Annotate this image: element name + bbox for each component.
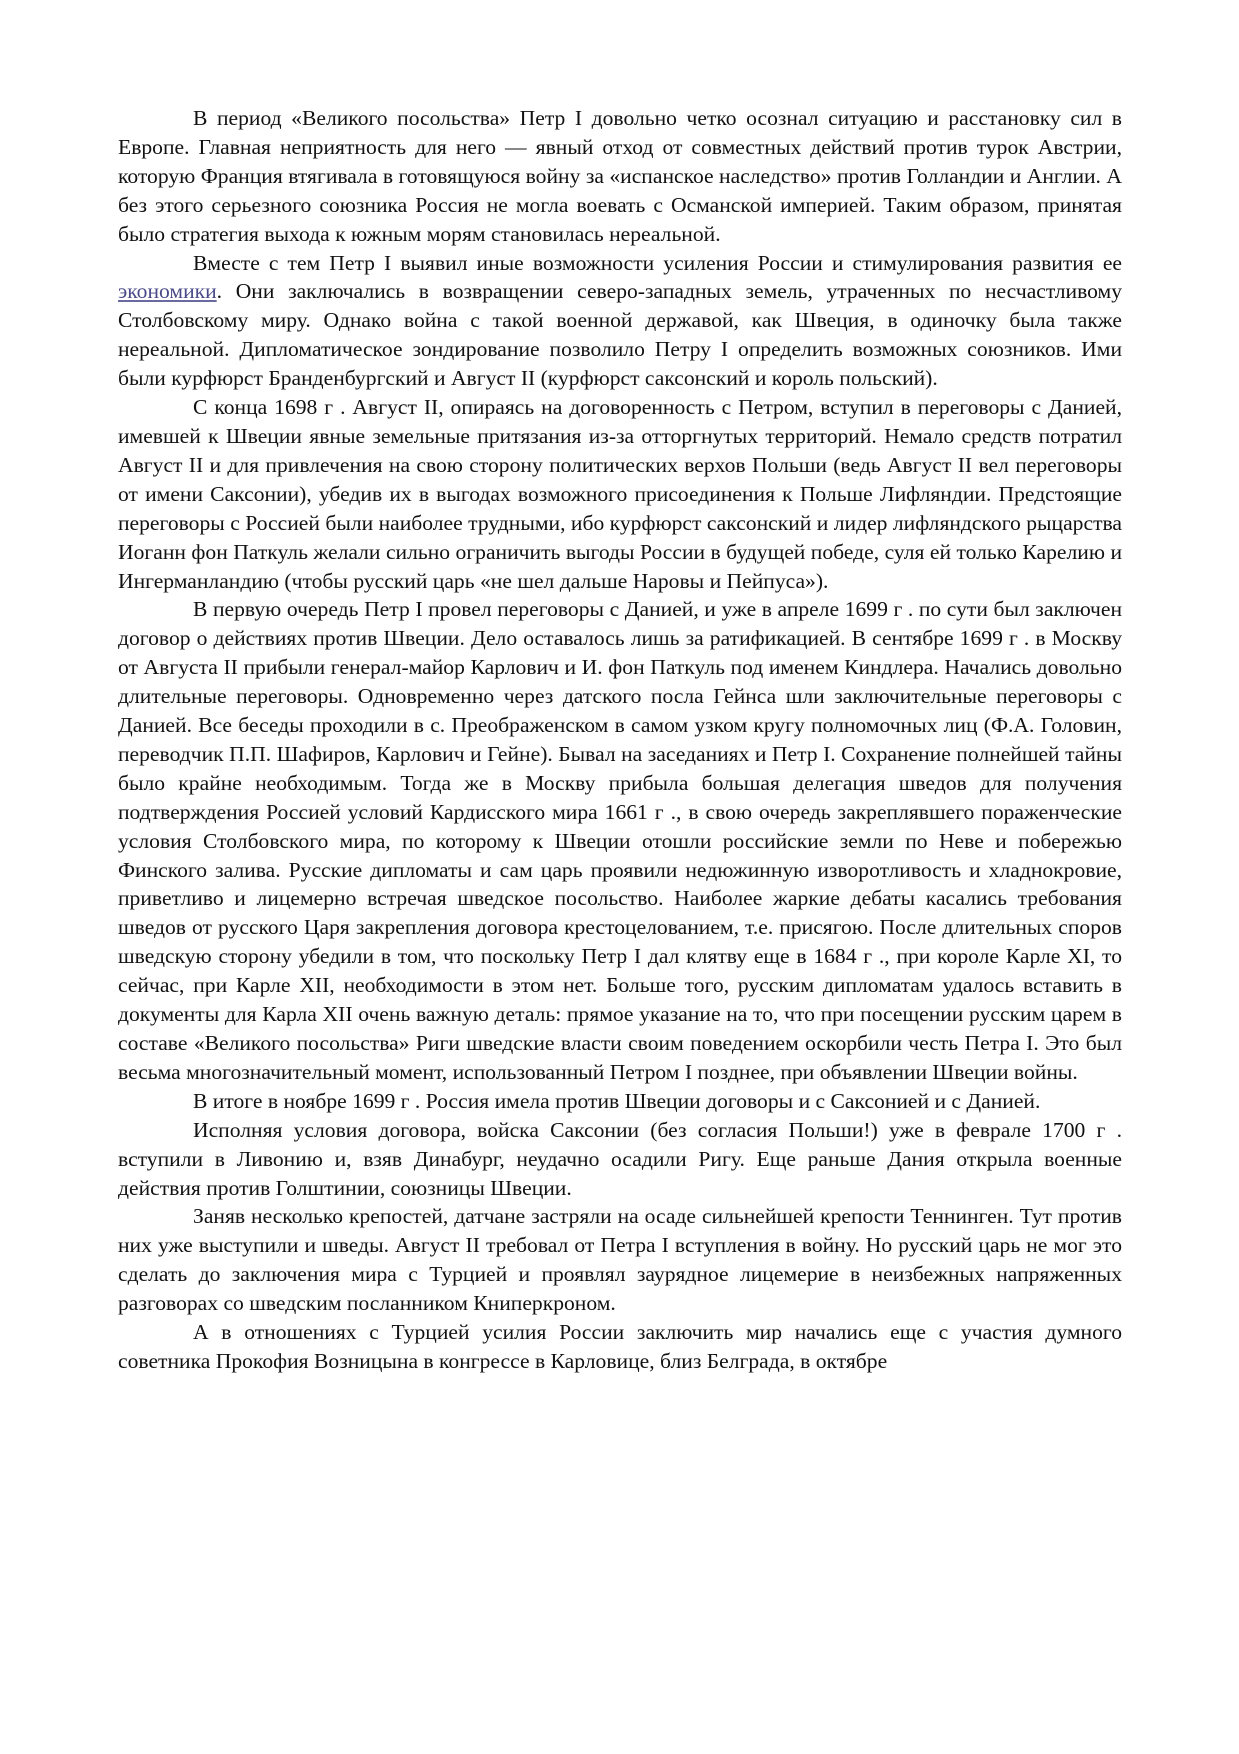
paragraph-denmark-talks: В первую очередь Петр I провел переговоры с Данией, и уже в апреле 1699 г . по сути был заключен договор о действиях против Швеции. Дело оставалось лишь за ратификацией. В сентябре 1699 г . в Москву от Августа II прибыли генерал-майор Карлович и И. фон Паткуль под именем Киндлера. Начались довольно длительные переговоры. Одновременно через датского посла Гейнса шли заключительные переговоры с Данией. Все беседы проходили в с. Преображенском в самом узком кругу полномочных лиц (Ф.А. Головин, переводчик П.П. Шафиров, Карлович и Гейне). Бывал на заседаниях и Петр I. Сохранение полнейшей тайны было крайне необходимым. Тогда же в Москву прибыла большая делегация шведов для получения подтверждения Россией условий Кардисского мира 1661 г ., в свою очередь закреплявшего пораженческие условия Столбовского мира, по которому к Швеции отошли российские земли по Неве и побережью Финского залива. Русские дипломаты и сам царь проявили недюжинную изворотливость и хладнокровие, приветливо и лицемерно встречая шведское посольство. Наиболее жаркие дебаты касались требования шведов от русского Царя закрепления договора крестоцелованием, т.е. присягою. После длительных споров шведскую сторону убедили в том, что поскольку Петр I дал клятву еще в 1684 г ., при короле Карле XI, то сейчас, при Карле XII, необходимости в этом нет. Больше того, русским дипломатам удалось вставить в документы для Карла XII очень важную деталь: прямое указание на то, что при посещении русским царем в составе «Великого посольства» Риги шведские власти своим поведением оскорбили честь Петра I. Это был весьма многозначительный момент, использованный Петром I позднее, при объявлении Швеции войны. — [118, 597, 1122, 1084]
paragraph-august-negotiations: С конца 1698 г . Август II, опираясь на договоренность с Петром, вступил в переговоры с Данией, имевшей к Швеции явные земельные притязания из-за отторгнутых территорий. Немало средств потратил Август II и для привлечения на свою сторону политических верхов Польши (ведь Август II вел переговоры от имени Саксонии), убедив их в выгодах возможного присоединения к Польше Лифляндии. Предстоящие переговоры с Россией были наиболее трудными, ибо курфюрст саксонский и лидер лифляндского рыцарства Иоганн фон Паткуль желали сильно ограничить выгоды России в будущей победе, суля ей только Карелию и Ингерманландию (чтобы русский царь «не шел дальше Наровы и Пейпуса»). — [118, 395, 1122, 593]
paragraph-allies-text-start: Вместе с тем Петр I выявил иные возможности усиления России и стимулирования развития ее — [193, 250, 1122, 275]
paragraph-great-embassy: В период «Великого посольства» Петр I довольно четко осознал ситуацию и расстановку сил в Европе. Главная неприятность для него — явный отход от совместных действий против турок Австрии, которую Франция втягивала в готовящуюся войну за «испанское наследство» против Голландии и Англии. А без этого серьезного союзника Россия не могла воевать с Османской империей. Таким образом, принятая было стратегия выхода к южным морям становилась нереальной. — [118, 106, 1122, 246]
paragraph-allies — [118, 249, 1122, 394]
paragraph-november-treaties: В итоге в ноябре 1699 г . Россия имела против Швеции договоры и с Саксонией и с Данией. — [193, 1088, 1041, 1113]
document-body — [118, 104, 1122, 1376]
paragraph-saxony-troops: Исполняя условия договора, войска Саксонии (без согласия Польши!) уже в феврале 1700 г . вступили в Ливонию и, взяв Динабург, неудачно осадили Ригу. Еще раньше Дания открыла военные действия против Голштинии, союзницы Швеции. — [118, 1117, 1122, 1200]
paragraph-tenningen-siege: Заняв несколько крепостей, датчане застряли на осаде сильнейшей крепости Теннинген. Тут против них уже выступили и шведы. Август II требовал от Петра I вступления в войну. Но русский царь не мог это сделать до заключения мира с Турцией и проявлял заурядное лицемерие в неизбежных напряженных разговорах со шведским посланником Книперкроном. — [118, 1204, 1122, 1316]
paragraph-turkey-relations: А в отношениях с Турцией усилия России заключить мир начались еще с участия думного советника Прокофия Возницына в конгрессе в Карловице, близ Белграда, в октябре — [118, 1320, 1122, 1373]
paragraph-allies-text-end: . Они заключались в возвращении северо-западных земель, утраченных по несчастливому Столбовскому миру. Однако война с такой военной державой, как Швеция, в одиночку была также нереальной. Дипломатическое зондирование позволило Петру I определить возможных союзников. Ими были курфюрст Бранденбургский и Август II (курфюрст саксонский и король польский). — [118, 279, 1122, 391]
economy-link[interactable]: экономики — [118, 279, 217, 304]
